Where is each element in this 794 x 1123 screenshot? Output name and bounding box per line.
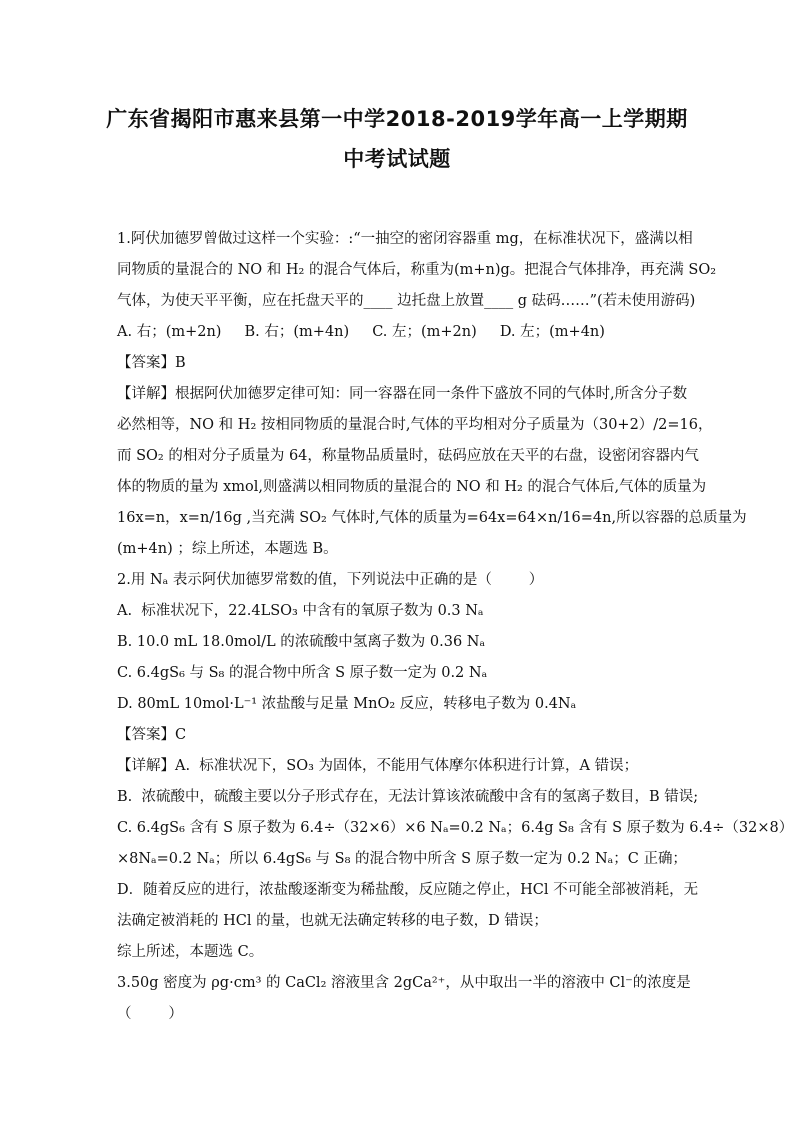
- q1-explanation-line-4: 体的物质的量为 xmol,则盛满以相同物质的量混合的 NO 和 H₂ 的混合气体后,气体的质量为: [117, 479, 707, 495]
- document-title-line-1: 广东省揭阳市惠来县第一中学2018-2019学年高一上学期期: [106, 107, 688, 131]
- q1-explanation-line-3: 而 SO₂ 的相对分子质量为 64，称量物品质量时，砝码应放在天平的右盘，设密闭容器内气: [117, 448, 699, 464]
- document-title-line-2: 中考试试题: [343, 147, 451, 171]
- q2-explanation-line-5: D．随着反应的进行，浓盐酸逐渐变为稀盐酸，反应随之停止，HCl 不可能全部被消耗，无: [117, 882, 699, 898]
- q2-explanation-line-2: B. 浓硫酸中，硫酸主要以分子形式存在，无法计算该浓硫酸中含有的氢离子数目，B 错误;: [117, 789, 699, 805]
- q2-stem: 2.用 Nₐ 表示阿伏加德罗常数的值，下列说法中正确的是（ ）: [117, 572, 544, 588]
- q2-explanation-line-4: ×8Nₐ=0.2 Nₐ；所以 6.4gS₆ 与 S₈ 的混合物中所含 S 原子数一定为 0.2 Nₐ；C 正确；: [117, 851, 687, 867]
- q1-explanation-line-1: 【详解】根据阿伏加德罗定律可知：同一容器在同一条件下盛放不同的气体时,所含分子数: [117, 386, 688, 402]
- q1-answer: 【答案】B: [117, 355, 186, 371]
- q1-stem-line-3: 气体，为使天平平衡，应在托盘天平的____ 边托盘上放置____ g 砝码……”(若未使用游码): [117, 293, 696, 309]
- q2-explanation-line-3: C. 6.4gS₆ 含有 S 原子数为 6.4÷（32×6）×6 Nₐ=0.2 Nₐ；6.4g S₈ 含有 S 原子数为 6.4÷（32×8）: [117, 820, 794, 836]
- q2-option-c: C. 6.4gS₆ 与 S₈ 的混合物中所含 S 原子数一定为 0.2 Nₐ: [117, 665, 488, 681]
- q3-stem-line-2: （ ）: [117, 1006, 183, 1022]
- q2-answer: 【答案】C: [117, 727, 187, 743]
- q1-stem-line-1: 1.阿伏加德罗曾做过这样一个实验：:“一抽空的密闭容器重 mg，在标准状况下，盛满以相: [117, 231, 693, 247]
- q1-explanation-line-5: 16x=n，x=n/16g ,当充满 SO₂ 气体时,气体的质量为=64x=64×n/16=4n,所以容器的总质量为: [117, 510, 747, 526]
- q1-options: A. 右；(m+2n) B. 右；(m+4n) C. 左；(m+2n) D. 左；(m+4n): [117, 324, 605, 340]
- q1-explanation-line-2: 必然相等，NO 和 H₂ 按相同物质的量混合时,气体的平均相对分子质量为（30+2）/2=16，: [117, 417, 713, 433]
- q2-explanation-line-7: 综上所述，本题选 C。: [117, 944, 264, 960]
- q2-option-d: D. 80mL 10mol·L⁻¹ 浓盐酸与足量 MnO₂ 反应，转移电子数为 0.4Nₐ: [117, 696, 577, 712]
- q2-option-a: A. 标准状况下，22.4LSO₃ 中含有的氧原子数为 0.3 Nₐ: [117, 603, 484, 619]
- q2-explanation-line-6: 法确定被消耗的 HCl 的量，也就无法确定转移的电子数，D 错误；: [117, 913, 548, 929]
- q2-option-b: B. 10.0 mL 18.0mol/L 的浓硫酸中氢离子数为 0.36 Nₐ: [117, 634, 486, 650]
- q2-explanation-line-1: 【详解】A. 标准状况下，SO₃ 为固体，不能用气体摩尔体积进行计算，A 错误；: [117, 758, 639, 774]
- q1-explanation-line-6: (m+4n) ；综上所述，本题选 B。: [117, 541, 338, 557]
- q3-stem-line-1: 3.50g 密度为 ρg·cm³ 的 CaCl₂ 溶液里含 2gCa²⁺，从中取出一半的溶液中 Cl⁻的浓度是: [117, 975, 691, 991]
- q1-stem-line-2: 同物质的量混合的 NO 和 H₂ 的混合气体后，称重为(m+n)g。把混合气体排净，再充满 SO₂: [117, 262, 717, 278]
